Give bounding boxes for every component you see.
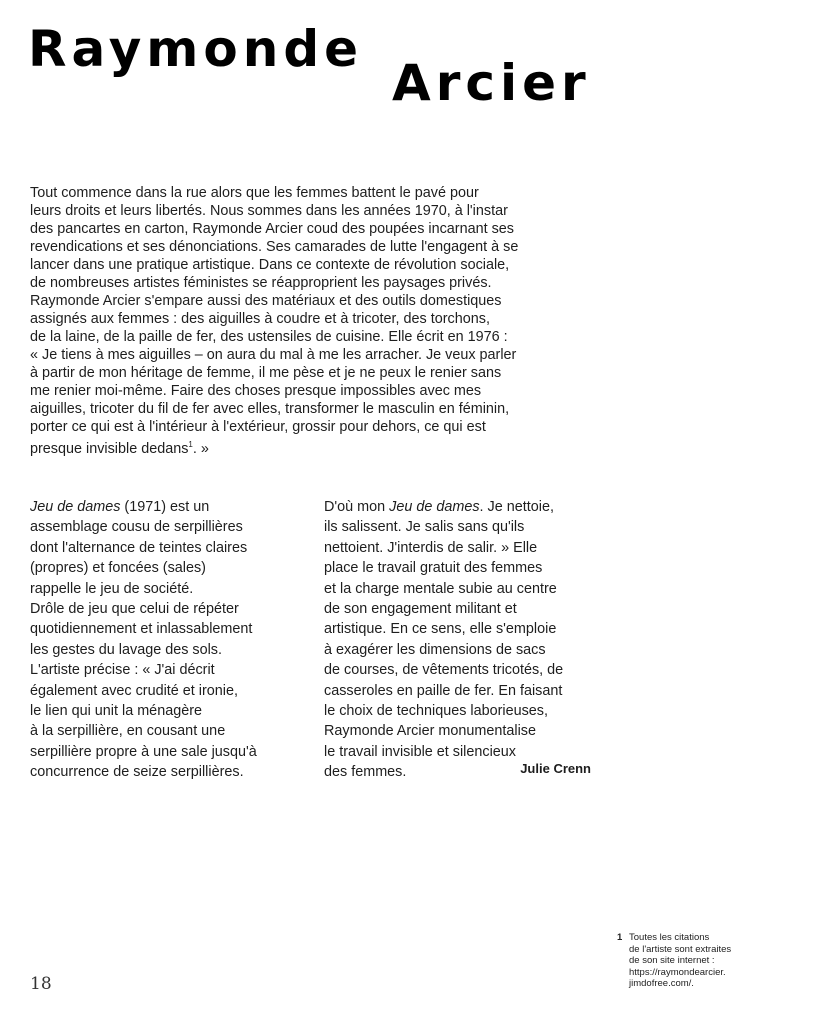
text-line: porter ce qui est à l'intérieur à l'extérieur, grossir pour dehors, ce qui est (30, 419, 486, 435)
author-signature: Julie Crenn (520, 761, 591, 776)
text-line: rappelle le jeu de société. (30, 580, 194, 597)
text-line: des pancartes en carton, Raymonde Arcier coud des poupées incarnant ses (30, 221, 514, 237)
text-line: https://raymondearcier. (629, 966, 726, 978)
text-line: (propres) et foncées (sales) (30, 560, 206, 577)
text-line: quotidiennement et inlassablement (30, 621, 253, 638)
footnote-number: 1 (617, 932, 623, 943)
text-line: serpillière propre à une sale jusqu'à (30, 743, 257, 760)
text-line: de la laine, de la paille de fer, des ustensiles de cuisine. Elle écrit en 1976 : (30, 329, 508, 345)
artwork-title: Jeu de dames (30, 499, 121, 515)
text-line: le travail invisible et silencieux (324, 743, 516, 760)
text-line: assemblage cousu de serpillières (30, 519, 243, 536)
text-span: . Je nettoie, (479, 499, 554, 515)
right-column-first-line (324, 497, 609, 517)
footnote-text (629, 932, 731, 990)
left-column (30, 497, 315, 783)
text-line: Raymonde Arcier monumentalise (324, 723, 536, 740)
footnote-reference: 1 (188, 440, 193, 449)
text-line: dont l'alternance de teintes claires (30, 539, 248, 556)
text-line: les gestes du lavage des sols. (30, 641, 222, 658)
text-line: Tout commence dans la rue alors que les femmes battent le pavé pour (30, 185, 479, 201)
text-line: leurs droits et leurs libertés. Nous sommes dans les années 1970, à l'instar (30, 203, 508, 219)
text-span: D'où mon (324, 499, 390, 515)
left-column-lines (30, 517, 315, 782)
text-line: de son engagement militant et (324, 601, 517, 618)
text-line (30, 436, 600, 458)
text-line: casseroles en paille de fer. En faisant (324, 682, 563, 699)
text-line: de son site internet : (629, 955, 715, 966)
intro-paragraph (30, 184, 600, 458)
text-line: place le travail gratuit des femmes (324, 560, 543, 577)
text-line: Raymonde Arcier s'empare aussi des matériaux et des outils domestiques (30, 293, 502, 309)
text-line: nettoient. J'interdis de salir. » Elle (324, 539, 538, 556)
artwork-title: Jeu de dames (389, 499, 480, 515)
text-line: concurrence de seize serpillières. (30, 764, 244, 781)
page-number: 18 (30, 974, 52, 994)
right-column-lines (324, 517, 609, 782)
left-column-first-line (30, 497, 315, 517)
title-first-name: Raymonde (28, 20, 364, 78)
text-line: revendications et ses dénonciations. Ses camarades de lutte l'engagent à se (30, 239, 519, 255)
text-span: (1971) est un (120, 499, 210, 515)
text-line: ils salissent. Je salis sans qu'ils (324, 519, 525, 536)
text-line: jimdofree.com/. (629, 978, 694, 989)
text-line: Toutes les citations (629, 932, 710, 943)
text-line: assignés aux femmes : des aiguilles à coudre et à tricoter, des torchons, (30, 311, 490, 327)
text-span: presque invisible dedans (30, 440, 189, 457)
text-line: de courses, de vêtements tricotés, de (324, 662, 564, 679)
text-line: Drôle de jeu que celui de répéter (30, 601, 239, 618)
text-line: à la serpillière, en cousant une (30, 723, 226, 740)
title-last-name: Arcier (392, 54, 591, 112)
text-line: à partir de mon héritage de femme, il me pèse et je ne peux le renier sans (30, 365, 502, 381)
text-line: le choix de techniques laborieuses, (324, 703, 548, 720)
text-line: aiguilles, tricoter du fil de fer avec elles, transformer le masculin en féminin, (30, 401, 510, 417)
text-line: et la charge mentale subie au centre (324, 580, 557, 597)
text-line: à exagérer les dimensions de sacs (324, 641, 546, 658)
text-line: artistique. En ce sens, elle s'emploie (324, 621, 557, 638)
text-line: « Je tiens à mes aiguilles – on aura du mal à me les arracher. Je veux parler (30, 347, 517, 363)
text-line: de l'artiste sont extraites (629, 943, 732, 955)
text-line: de nombreuses artistes féministes se réapproprient les paysages privés. (30, 275, 492, 291)
text-span: . » (192, 440, 209, 457)
text-line: également avec crudité et ironie, (30, 682, 238, 699)
right-column (324, 497, 609, 783)
text-line: me renier moi-même. Faire des choses presque impossibles avec mes (30, 383, 482, 399)
text-line: des femmes. (324, 764, 407, 781)
text-line: L'artiste précise : « J'ai décrit (30, 662, 215, 679)
text-line: le lien qui unit la ménagère (30, 703, 202, 720)
text-line: lancer dans une pratique artistique. Dans ce contexte de révolution sociale, (30, 257, 510, 273)
